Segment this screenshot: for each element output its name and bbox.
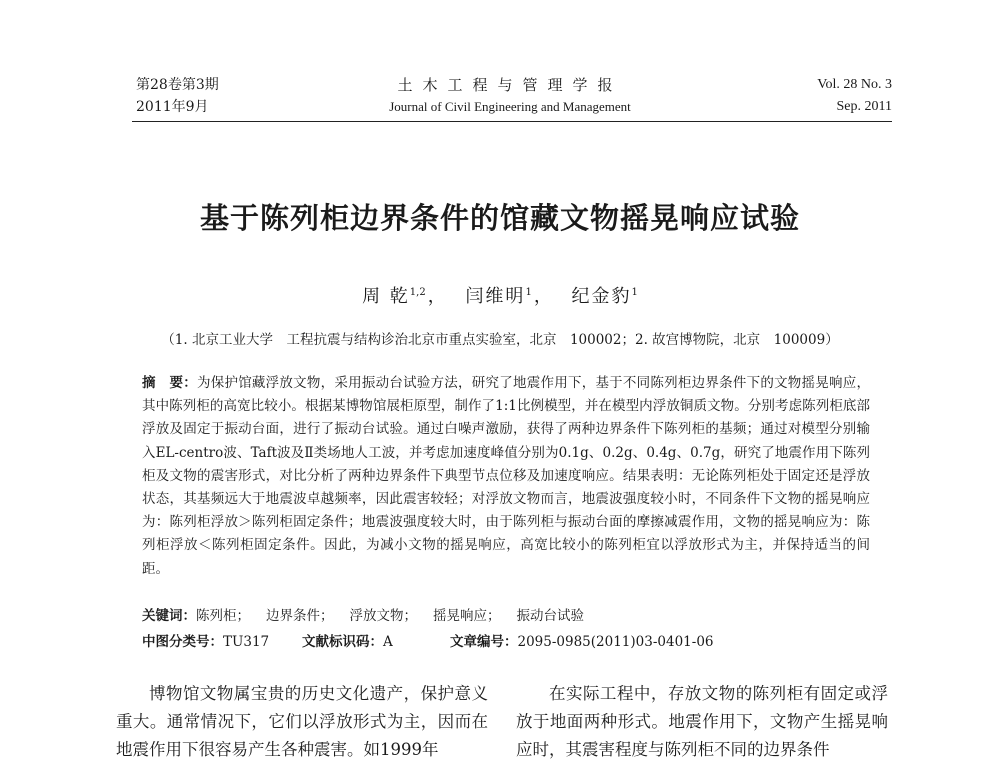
article-number xyxy=(450,630,714,650)
author-list xyxy=(0,282,1000,308)
author-separator: ， xyxy=(427,286,448,307)
document-code-value: A xyxy=(383,634,393,650)
author-affiliation-mark: 1 xyxy=(631,287,638,298)
abstract-text: 为保护馆藏浮放文物，采用振动台试验方法，研究了地震作用下，基于不同陈列柜边界条件下的文物摇晃响应，其中陈列柜的高宽比较小。根据某博物馆展柜原型，制作了1:1比例模型，并在模型内浮放铜质文物。分别考虑陈列柜底部浮放及固定于振动台面，进行了振动台试验。通过白噪声激励，获得了两种边界条件下陈列柜的基频；通过对模型分别输入EL-centro波、Taft波及Ⅱ类场地人工波，并考虑加速度峰值分别为0.1g、0.2g、0.4g、0.7g，研究了地震作用下陈列柜及文物的震害形式，对比分析了两种边界条件下典型节点位移及加速度响应。结果表明：无论陈列柜处于固定还是浮放状态，其基频远大于地震波卓越频率，因此震害较轻；对浮放文物而言，地震波强度较小时，不同条件下文物的摇晃响应为：陈列柜浮放＞陈列柜固定条件；地震波强度较大时，由于陈列柜与振动台面的摩擦减震作用，文物的摇晃响应为：陈列柜浮放＜陈列柜固定条件。因此，为减小文物的摇晃响应，高宽比较小的陈列柜宜以浮放形式为主，并保持适当的间距。 xyxy=(142,375,871,577)
author-affiliation: （1. 北京工业大学 工程抗震与结构诊治北京市重点实验室，北京 100002；2. 故宫博物院，北京 100009） xyxy=(161,332,839,348)
author-affiliation-mark: 1,2 xyxy=(409,287,426,298)
article-number-label: 文章编号： xyxy=(450,634,518,650)
author-name: 闫维明 xyxy=(465,286,526,307)
body-paragraph: 在实际工程中，存放文物的陈列柜有固定或浮放于地面两种形式。地震作用下，文物产生摇晃响应时，其震害程度与陈列柜不同的边界条件 xyxy=(516,684,888,759)
author-separator: ， xyxy=(533,286,554,307)
keyword: 边界条件； xyxy=(266,608,334,624)
author-affiliation-mark: 1 xyxy=(525,287,532,298)
classification-line xyxy=(142,630,714,650)
article-number-value: 2095-0985(2011)03-0401-06 xyxy=(517,634,714,650)
journal-name-en: Journal of Civil Engineering and Management xyxy=(389,99,631,114)
body-column-right xyxy=(516,680,888,764)
abstract xyxy=(142,372,870,581)
body-column-left xyxy=(116,680,488,764)
header-rule xyxy=(132,121,892,122)
paper-title: 基于陈列柜边界条件的馆藏文物摇晃响应试验 xyxy=(199,201,800,235)
volume-cn: 第28卷第3期 xyxy=(136,77,219,93)
author-name: 纪金豹 xyxy=(571,286,632,307)
keywords xyxy=(142,604,600,624)
journal-name-cn: 土木工程与管理学报 xyxy=(397,76,623,94)
date-en: Sep. 2011 xyxy=(836,99,892,114)
abstract-label: 摘 要： xyxy=(142,375,197,391)
document-code-label: 文献标识码： xyxy=(302,634,383,650)
date-cn: 2011年9月 xyxy=(136,99,209,115)
keyword: 振动台试验 xyxy=(516,608,584,624)
keyword: 摇晃响应； xyxy=(433,608,501,624)
keywords-label: 关键词： xyxy=(142,608,196,624)
volume-en: Vol. 28 No. 3 xyxy=(817,77,892,92)
author-name: 周 乾 xyxy=(362,286,410,307)
clc-number xyxy=(142,630,302,650)
clc-label: 中图分类号： xyxy=(142,634,223,650)
body-paragraph: 博物馆文物属宝贵的历史文化遗产，保护意义重大。通常情况下，它们以浮放形式为主，因而在地震作用下很容易产生各种震害。如1999年 xyxy=(116,684,488,759)
clc-value: TU317 xyxy=(223,634,270,650)
document-code xyxy=(302,630,450,650)
keyword: 浮放文物； xyxy=(349,608,417,624)
header-right xyxy=(817,74,892,118)
header-center xyxy=(300,74,720,118)
header-left xyxy=(136,74,219,118)
keyword: 陈列柜； xyxy=(196,608,250,624)
